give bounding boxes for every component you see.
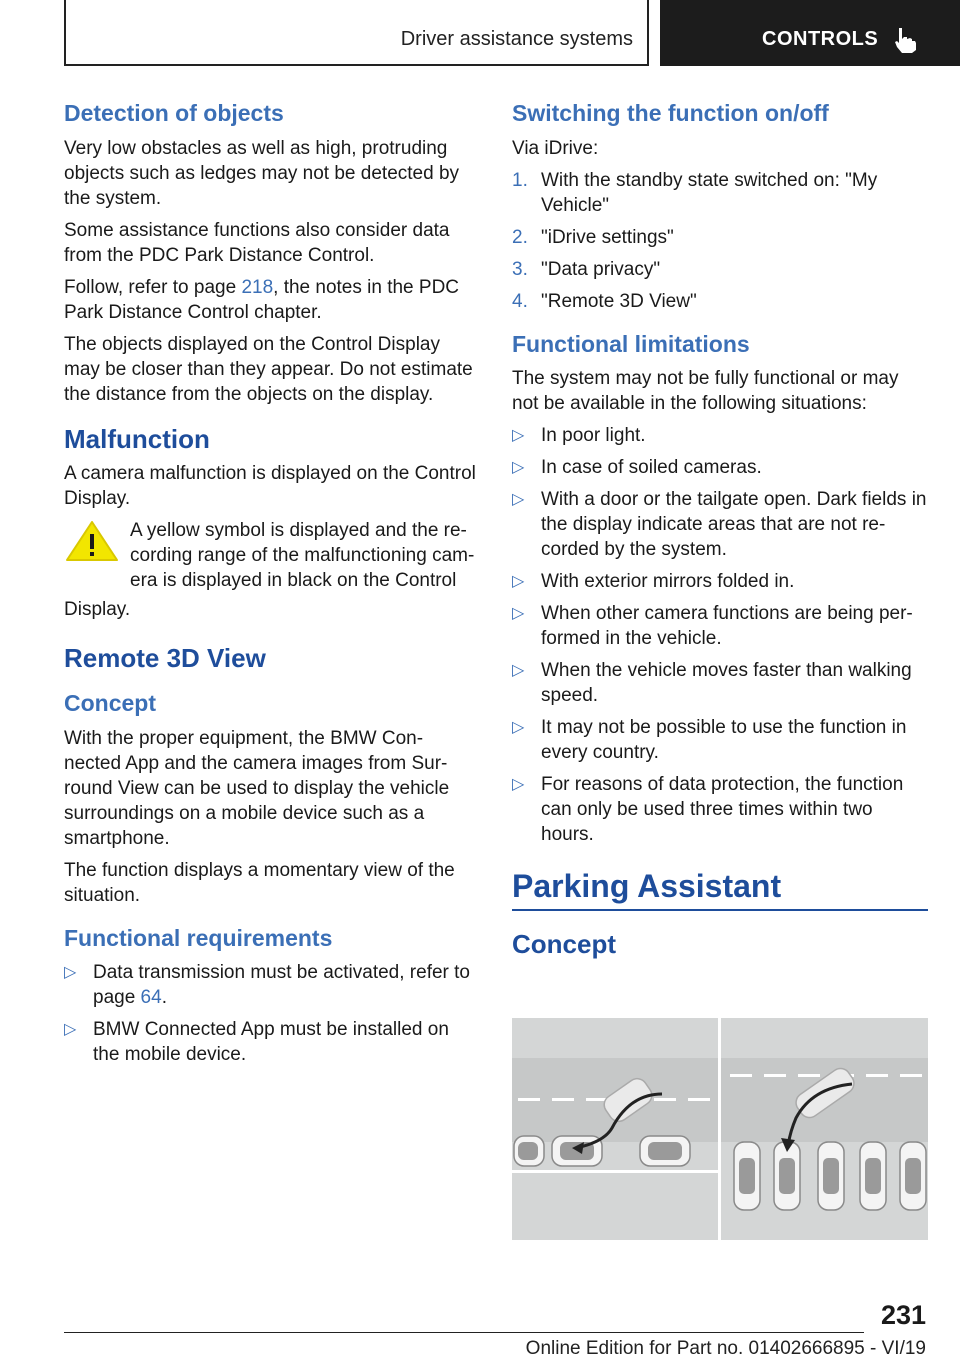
limitation-text: For reasons of data protection, the function can only be used three times within two hours. [541,774,904,846]
parking-illustration [512,1018,928,1240]
page-link-64[interactable]: 64 [140,987,162,1009]
footer-divider [64,1332,864,1333]
detection-paragraph-4: The objects displayed on the Control Display may be closer than they appear. Do not estimate the distance from the objects on the display. [64,333,473,405]
detection-p3-post: , the notes in the PDC Park Distance Control chapter. [64,276,460,323]
limitation-text: It may not be possible to use the function in every country. [541,717,907,764]
list-item [512,289,928,314]
limitation-text: When the vehicle moves faster than walking speed. [541,660,912,707]
switching-steps [512,168,928,314]
footer-edition: Online Edition for Part no. 01402666895 - VI/19 [525,1338,926,1359]
list-item [64,1017,480,1067]
list-item [512,569,928,594]
req-item-1-post: . [161,987,167,1009]
list-item [512,658,928,708]
requirements-list [64,960,480,1067]
functional-limitations-heading: Functional limitations [512,330,750,357]
limitation-text: In case of soiled cameras. [541,457,762,479]
remote-3d-view-heading: Remote 3D View [64,642,266,673]
triangle-bullet-icon: ▷ [512,776,525,794]
limitation-text: With a door or the tailgate open. Dark fields in the display indicate areas that are not re‐ corded by the system. [541,489,927,561]
detection-paragraph-2: Some assistance functions also consider data from the PDC Park Distance Control. [64,219,450,266]
page-link-218[interactable]: 218 [241,276,274,298]
limitation-text: When other camera functions are being per‐ formed in the vehicle. [541,603,913,650]
warning-note-tail: Display. [64,598,131,620]
warning-note-text: A yellow symbol is displayed and the re‐ cording range of the malfunctioning cam‐ era is displayed in black on the Control [130,519,475,591]
triangle-bullet-icon: ▷ [64,1021,77,1039]
limitations-list [512,423,928,847]
left-column [64,100,480,1074]
list-item [512,225,928,250]
triangle-bullet-icon: ▷ [512,459,525,477]
step-text: "Remote 3D View" [541,290,697,312]
triangle-bullet-icon: ▷ [512,427,525,445]
step-number: 3. [512,258,528,280]
limitation-text: In poor light. [541,425,646,447]
remote-concept-paragraph-1: With the proper equipment, the BMW Con‐ nected App and the camera images from Sur‐ round View can be used to display the vehicle surroundings on a mobile device such as a smartphone. [64,727,450,849]
malfunction-paragraph-1: A camera malfunction is displayed on the Control Display. [64,462,476,509]
limitations-intro: The system may not be fully functional or may not be available in the following situations: [512,368,899,415]
triangle-bullet-icon: ▷ [512,605,525,623]
list-item [512,455,928,480]
list-item [512,772,928,847]
req-item-1-pre: Data transmission must be activated, refer to page [93,962,470,1009]
detection-paragraph-3 [64,275,480,325]
header-chapter-label: CONTROLS [762,28,879,50]
step-text: With the standby state switched on: "My Vehicle" [541,169,878,216]
functional-requirements-heading: Functional requirements [64,924,333,951]
pointing-hand-icon [892,26,918,54]
step-number: 1. [512,169,528,191]
triangle-bullet-icon: ▷ [512,491,525,509]
warning-note [64,518,480,593]
switching-heading: Switching the function on/off [512,100,829,126]
detection-paragraph-1: Very low obstacles as well as high, protruding objects such as ledges may not be detected by the system. [64,137,460,209]
list-item [512,715,928,765]
triangle-bullet-icon: ▷ [512,662,525,680]
triangle-bullet-icon: ▷ [64,964,77,982]
warning-triangle-icon [64,518,120,564]
header-chapter-tab[interactable] [660,0,960,66]
limitation-text: With exterior mirrors folded in. [541,571,795,593]
page-header [64,0,960,66]
list-item [64,960,480,1010]
header-section-title: Driver assistance systems [400,28,633,50]
step-number: 2. [512,226,528,248]
triangle-bullet-icon: ▷ [512,719,525,737]
list-item [512,487,928,562]
list-item [512,257,928,282]
list-item [512,423,928,448]
detection-heading: Detection of objects [64,100,284,126]
step-number: 4. [512,290,528,312]
step-text: "iDrive settings" [541,226,674,248]
page-number: 231 [880,1300,926,1330]
header-section-box [64,0,649,66]
step-text: "Data privacy" [541,258,661,280]
switching-intro: Via iDrive: [512,137,599,159]
right-column [512,100,928,966]
remote-concept-heading: Concept [64,689,156,716]
list-item [512,168,928,218]
req-item-2: BMW Connected App must be installed on the mobile device. [93,1019,449,1066]
malfunction-heading: Malfunction [64,423,210,454]
remote-concept-paragraph-2: The function displays a momentary view of the situation. [64,859,455,906]
parking-concept-heading: Concept [512,929,616,960]
list-item [512,601,928,651]
parking-assistant-title: Parking Assistant [512,868,928,911]
detection-p3-pre: Follow, refer to page [64,276,242,298]
triangle-bullet-icon: ▷ [512,573,525,591]
